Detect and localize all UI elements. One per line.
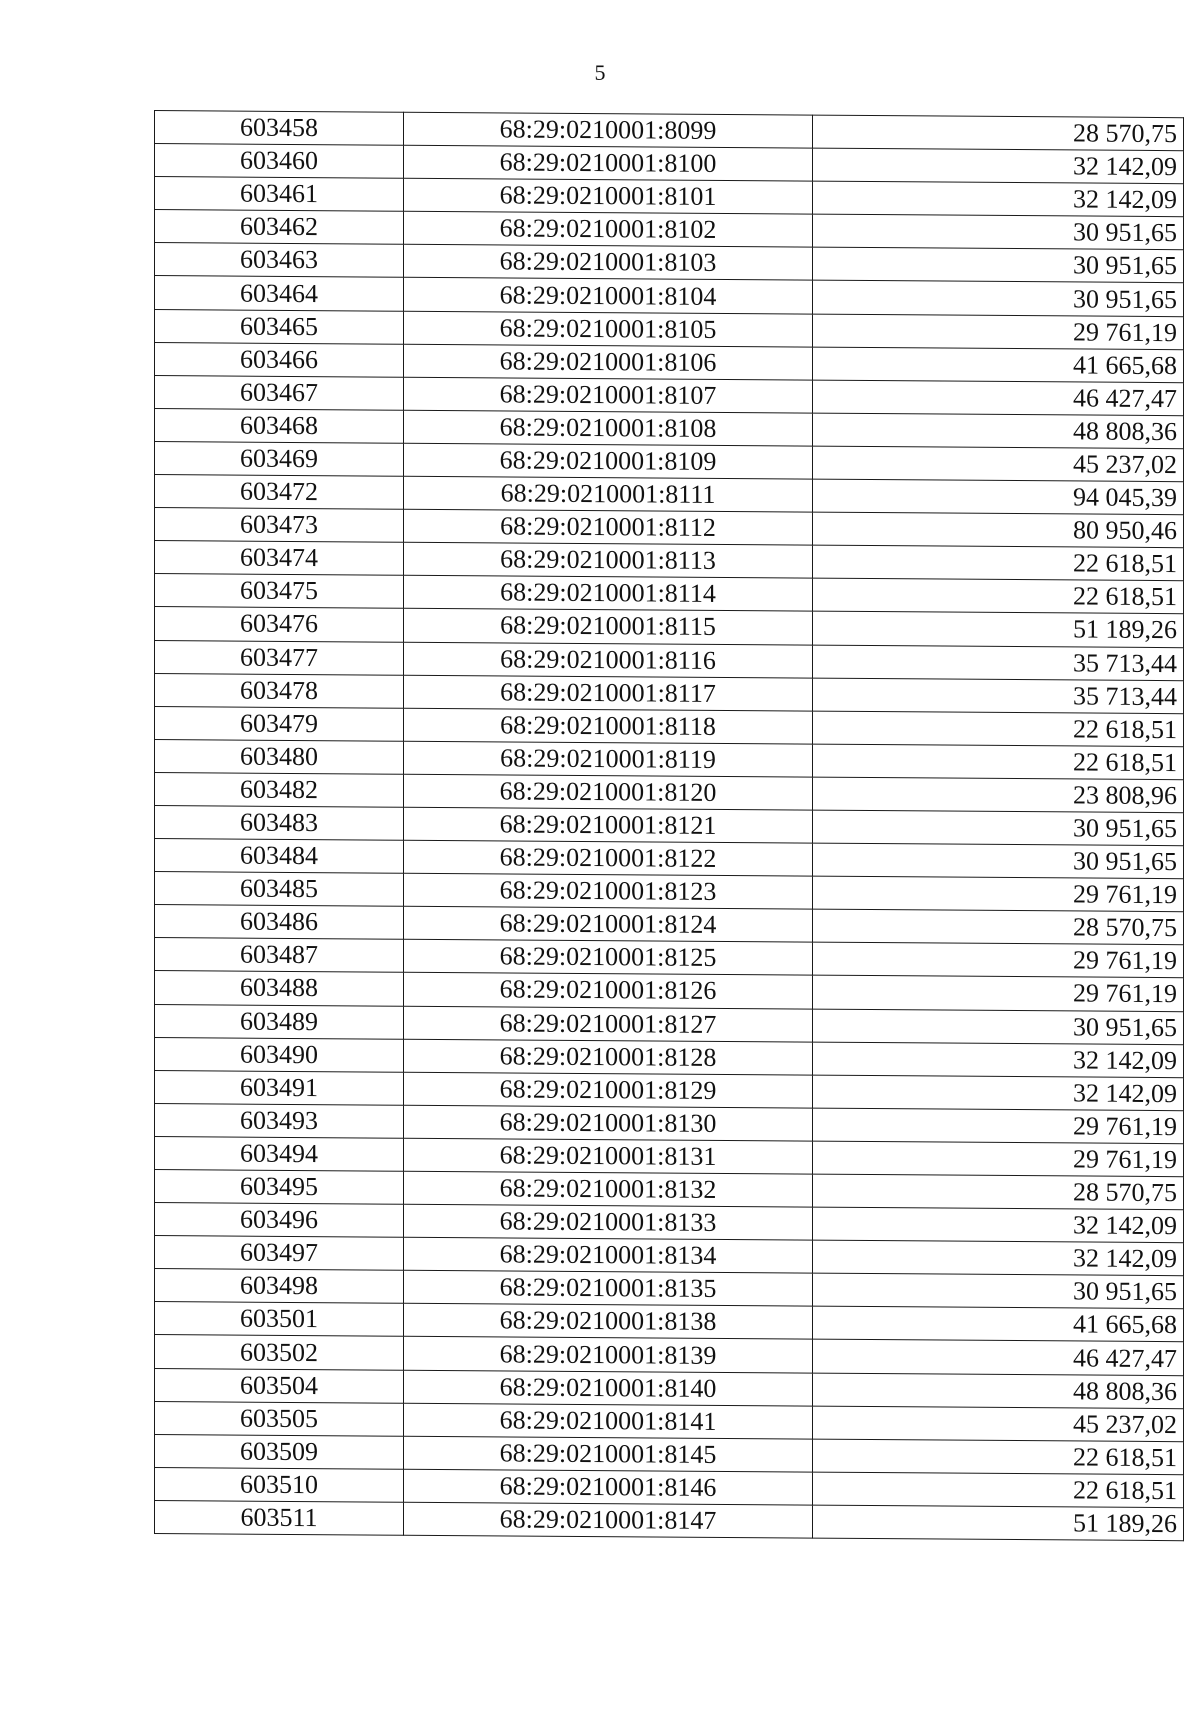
value-cell: 30 951,65	[813, 214, 1184, 250]
cadastral-number-cell: 68:29:0210001:8117	[404, 675, 813, 711]
cadastral-number-cell: 68:29:0210001:8119	[404, 741, 813, 777]
cadastral-number-cell: 68:29:0210001:8134	[404, 1237, 813, 1273]
cadastral-number-cell: 68:29:0210001:8106	[404, 344, 813, 380]
id-cell: 603467	[155, 375, 404, 410]
value-cell: 30 951,65	[813, 1273, 1184, 1309]
value-cell: 30 951,65	[813, 843, 1184, 879]
table-row	[155, 1500, 1184, 1540]
id-cell: 603511	[155, 1500, 404, 1535]
cadastral-number-cell: 68:29:0210001:8109	[404, 443, 813, 479]
value-cell: 32 142,09	[813, 1075, 1184, 1111]
id-cell: 603504	[155, 1368, 404, 1403]
cadastral-number-cell: 68:29:0210001:8103	[404, 245, 813, 281]
id-cell: 603465	[155, 309, 404, 344]
value-cell: 45 237,02	[813, 446, 1184, 482]
cadastral-number-cell: 68:29:0210001:8123	[404, 873, 813, 909]
value-cell: 29 761,19	[813, 876, 1184, 912]
value-cell: 29 761,19	[813, 1108, 1184, 1144]
id-cell: 603476	[155, 607, 404, 642]
cadastral-number-cell: 68:29:0210001:8121	[404, 807, 813, 843]
value-cell: 29 761,19	[813, 976, 1184, 1012]
cadastral-number-cell: 68:29:0210001:8111	[404, 476, 813, 512]
cadastral-number-cell: 68:29:0210001:8112	[404, 509, 813, 545]
value-cell: 28 570,75	[813, 909, 1184, 945]
id-cell: 603464	[155, 276, 404, 311]
value-cell: 29 761,19	[813, 942, 1184, 978]
value-cell: 41 665,68	[813, 1306, 1184, 1342]
cadastral-number-cell: 68:29:0210001:8101	[404, 178, 813, 214]
value-cell: 30 951,65	[813, 1009, 1184, 1045]
id-cell: 603479	[155, 706, 404, 741]
value-cell: 35 713,44	[813, 678, 1184, 714]
cadastral-number-cell: 68:29:0210001:8128	[404, 1039, 813, 1075]
id-cell: 603490	[155, 1037, 404, 1072]
value-cell: 28 570,75	[813, 115, 1184, 151]
cadastral-number-cell: 68:29:0210001:8114	[404, 576, 813, 612]
id-cell: 603475	[155, 574, 404, 609]
id-cell: 603468	[155, 408, 404, 443]
value-cell: 22 618,51	[813, 578, 1184, 614]
cadastral-number-cell: 68:29:0210001:8147	[404, 1502, 813, 1538]
id-cell: 603509	[155, 1434, 404, 1469]
value-cell: 48 808,36	[813, 413, 1184, 449]
id-cell: 603473	[155, 508, 404, 543]
cadastral-number-cell: 68:29:0210001:8124	[404, 906, 813, 942]
value-cell: 23 808,96	[813, 777, 1184, 813]
id-cell: 603461	[155, 177, 404, 212]
cadastral-number-cell: 68:29:0210001:8118	[404, 708, 813, 744]
id-cell: 603501	[155, 1302, 404, 1337]
cadastral-number-cell: 68:29:0210001:8141	[404, 1403, 813, 1439]
id-cell: 603482	[155, 772, 404, 807]
value-cell: 32 142,09	[813, 181, 1184, 217]
value-cell: 30 951,65	[813, 247, 1184, 283]
id-cell: 603485	[155, 872, 404, 907]
cadastral-number-cell: 68:29:0210001:8146	[404, 1469, 813, 1505]
value-cell: 51 189,26	[813, 612, 1184, 648]
cadastral-number-cell: 68:29:0210001:8105	[404, 311, 813, 347]
value-cell: 29 761,19	[813, 1141, 1184, 1177]
cadastral-number-cell: 68:29:0210001:8138	[404, 1304, 813, 1340]
value-cell: 22 618,51	[813, 711, 1184, 747]
cadastral-number-cell: 68:29:0210001:8125	[404, 940, 813, 976]
registry-table	[154, 110, 1184, 1541]
id-cell: 603474	[155, 541, 404, 576]
value-cell: 32 142,09	[813, 1207, 1184, 1243]
id-cell: 603483	[155, 805, 404, 840]
id-cell: 603502	[155, 1335, 404, 1370]
id-cell: 603498	[155, 1269, 404, 1304]
id-cell: 603458	[155, 111, 404, 146]
value-cell: 32 142,09	[813, 1042, 1184, 1078]
value-cell: 94 045,39	[813, 479, 1184, 515]
cadastral-number-cell: 68:29:0210001:8127	[404, 1006, 813, 1042]
value-cell: 48 808,36	[813, 1373, 1184, 1409]
cadastral-number-cell: 68:29:0210001:8104	[404, 278, 813, 314]
cadastral-number-cell: 68:29:0210001:8133	[404, 1204, 813, 1240]
cadastral-number-cell: 68:29:0210001:8102	[404, 212, 813, 248]
value-cell: 22 618,51	[813, 545, 1184, 581]
value-cell: 32 142,09	[813, 148, 1184, 184]
id-cell: 603477	[155, 640, 404, 675]
id-cell: 603510	[155, 1467, 404, 1502]
cadastral-number-cell: 68:29:0210001:8122	[404, 840, 813, 876]
value-cell: 41 665,68	[813, 347, 1184, 383]
value-cell: 22 618,51	[813, 1472, 1184, 1508]
cadastral-number-cell: 68:29:0210001:8116	[404, 642, 813, 678]
id-cell: 603484	[155, 839, 404, 874]
id-cell: 603505	[155, 1401, 404, 1436]
value-cell: 28 570,75	[813, 1174, 1184, 1210]
id-cell: 603466	[155, 342, 404, 377]
id-cell: 603491	[155, 1070, 404, 1105]
cadastral-number-cell: 68:29:0210001:8130	[404, 1105, 813, 1141]
id-cell: 603460	[155, 144, 404, 179]
cadastral-number-cell: 68:29:0210001:8108	[404, 410, 813, 446]
id-cell: 603478	[155, 673, 404, 708]
cadastral-number-cell: 68:29:0210001:8099	[404, 112, 813, 148]
value-cell: 45 237,02	[813, 1406, 1184, 1442]
cadastral-number-cell: 68:29:0210001:8113	[404, 542, 813, 578]
value-cell: 22 618,51	[813, 1439, 1184, 1475]
value-cell: 30 951,65	[813, 281, 1184, 317]
value-cell: 46 427,47	[813, 380, 1184, 416]
cadastral-number-cell: 68:29:0210001:8131	[404, 1138, 813, 1174]
id-cell: 603488	[155, 971, 404, 1006]
cadastral-number-cell: 68:29:0210001:8100	[404, 145, 813, 181]
id-cell: 603486	[155, 905, 404, 940]
id-cell: 603493	[155, 1103, 404, 1138]
cadastral-number-cell: 68:29:0210001:8140	[404, 1370, 813, 1406]
cadastral-number-cell: 68:29:0210001:8145	[404, 1436, 813, 1472]
value-cell: 80 950,46	[813, 512, 1184, 548]
id-cell: 603462	[155, 210, 404, 245]
id-cell: 603489	[155, 1004, 404, 1039]
cadastral-number-cell: 68:29:0210001:8132	[404, 1171, 813, 1207]
value-cell: 32 142,09	[813, 1240, 1184, 1276]
value-cell: 35 713,44	[813, 645, 1184, 681]
cadastral-number-cell: 68:29:0210001:8139	[404, 1337, 813, 1373]
id-cell: 603472	[155, 475, 404, 510]
value-cell: 46 427,47	[813, 1340, 1184, 1376]
value-cell: 51 189,26	[813, 1505, 1184, 1541]
value-cell: 29 761,19	[813, 314, 1184, 350]
value-cell: 22 618,51	[813, 744, 1184, 780]
table-body	[155, 111, 1184, 1541]
id-cell: 603469	[155, 441, 404, 476]
cadastral-number-cell: 68:29:0210001:8115	[404, 609, 813, 645]
id-cell: 603496	[155, 1203, 404, 1238]
page-number: 5	[594, 60, 606, 85]
id-cell: 603487	[155, 938, 404, 973]
id-cell: 603463	[155, 243, 404, 278]
id-cell: 603497	[155, 1236, 404, 1271]
id-cell: 603480	[155, 739, 404, 774]
cadastral-number-cell: 68:29:0210001:8107	[404, 377, 813, 413]
id-cell: 603495	[155, 1170, 404, 1205]
value-cell: 30 951,65	[813, 810, 1184, 846]
id-cell: 603494	[155, 1136, 404, 1171]
cadastral-number-cell: 68:29:0210001:8135	[404, 1271, 813, 1307]
cadastral-number-cell: 68:29:0210001:8120	[404, 774, 813, 810]
cadastral-number-cell: 68:29:0210001:8129	[404, 1072, 813, 1108]
cadastral-number-cell: 68:29:0210001:8126	[404, 973, 813, 1009]
